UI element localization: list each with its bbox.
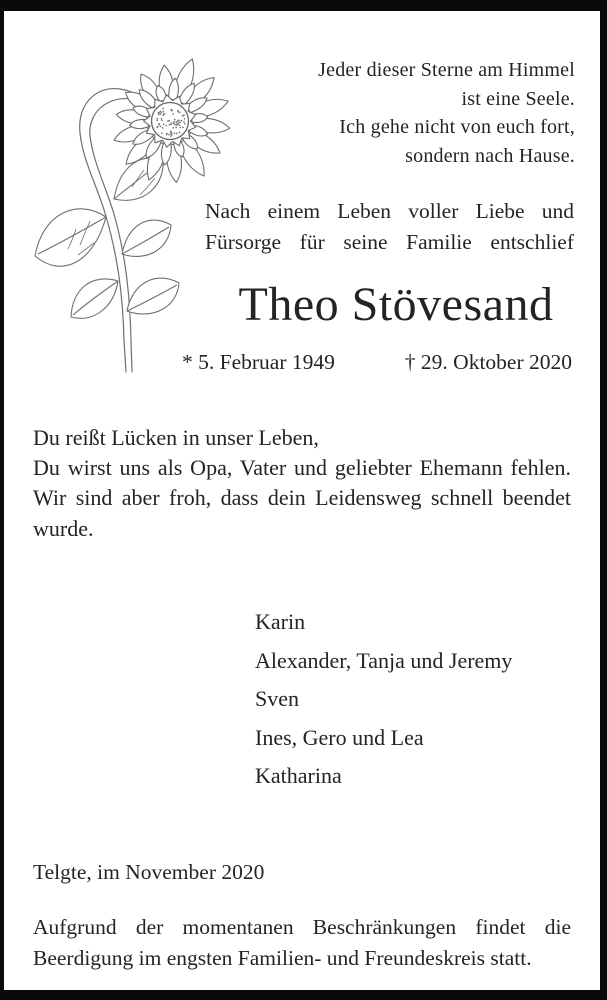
place-date: Telgte, im November 2020 <box>33 860 265 884</box>
poem <box>318 56 575 170</box>
intro-line: Fürsorge für seine Familie entschlief <box>205 229 574 254</box>
poem-line: sondern nach Hause. <box>405 144 575 167</box>
deceased-name: Theo Stövesand <box>238 278 554 331</box>
death-date: † 29. Oktober 2020 <box>404 350 572 374</box>
mourners-list <box>255 603 512 796</box>
life-dates <box>182 350 572 375</box>
birth-date: * 5. Februar 1949 <box>182 350 335 374</box>
mourner-name: Sven <box>255 686 299 712</box>
poem-line: Ich gehe nicht von euch fort, <box>339 116 575 138</box>
poem-line: ist eine Seele. <box>461 87 575 110</box>
intro-line: Nach einem Leben voller Liebe und <box>205 199 574 223</box>
sunflower-head <box>114 59 230 182</box>
mourner-name: Alexander, Tanja und Jeremy <box>255 647 513 673</box>
mourner-name: Karin <box>255 609 306 634</box>
tribute-line: Du reißt Lücken in unser Leben, <box>33 425 319 450</box>
tribute-paragraph: Du wirst uns als Opa, Vater und geliebter Ehemann fehlen. Wir sind aber froh, dass dein Leidensweg schnell beendet wurde. <box>33 455 571 541</box>
poem-line: Jeder dieser Sterne am Himmel <box>318 59 575 81</box>
sunflower-leaves <box>35 158 179 318</box>
mourner-name: Katharina <box>255 763 342 789</box>
tribute-text <box>33 423 571 544</box>
funeral-note: Aufgrund der momentanen Beschränkungen findet die Beerdigung im engsten Familien- und Freundeskreis statt. <box>33 915 571 970</box>
intro-text <box>205 196 574 257</box>
mourner-name: Ines, Gero und Lea <box>255 724 424 750</box>
